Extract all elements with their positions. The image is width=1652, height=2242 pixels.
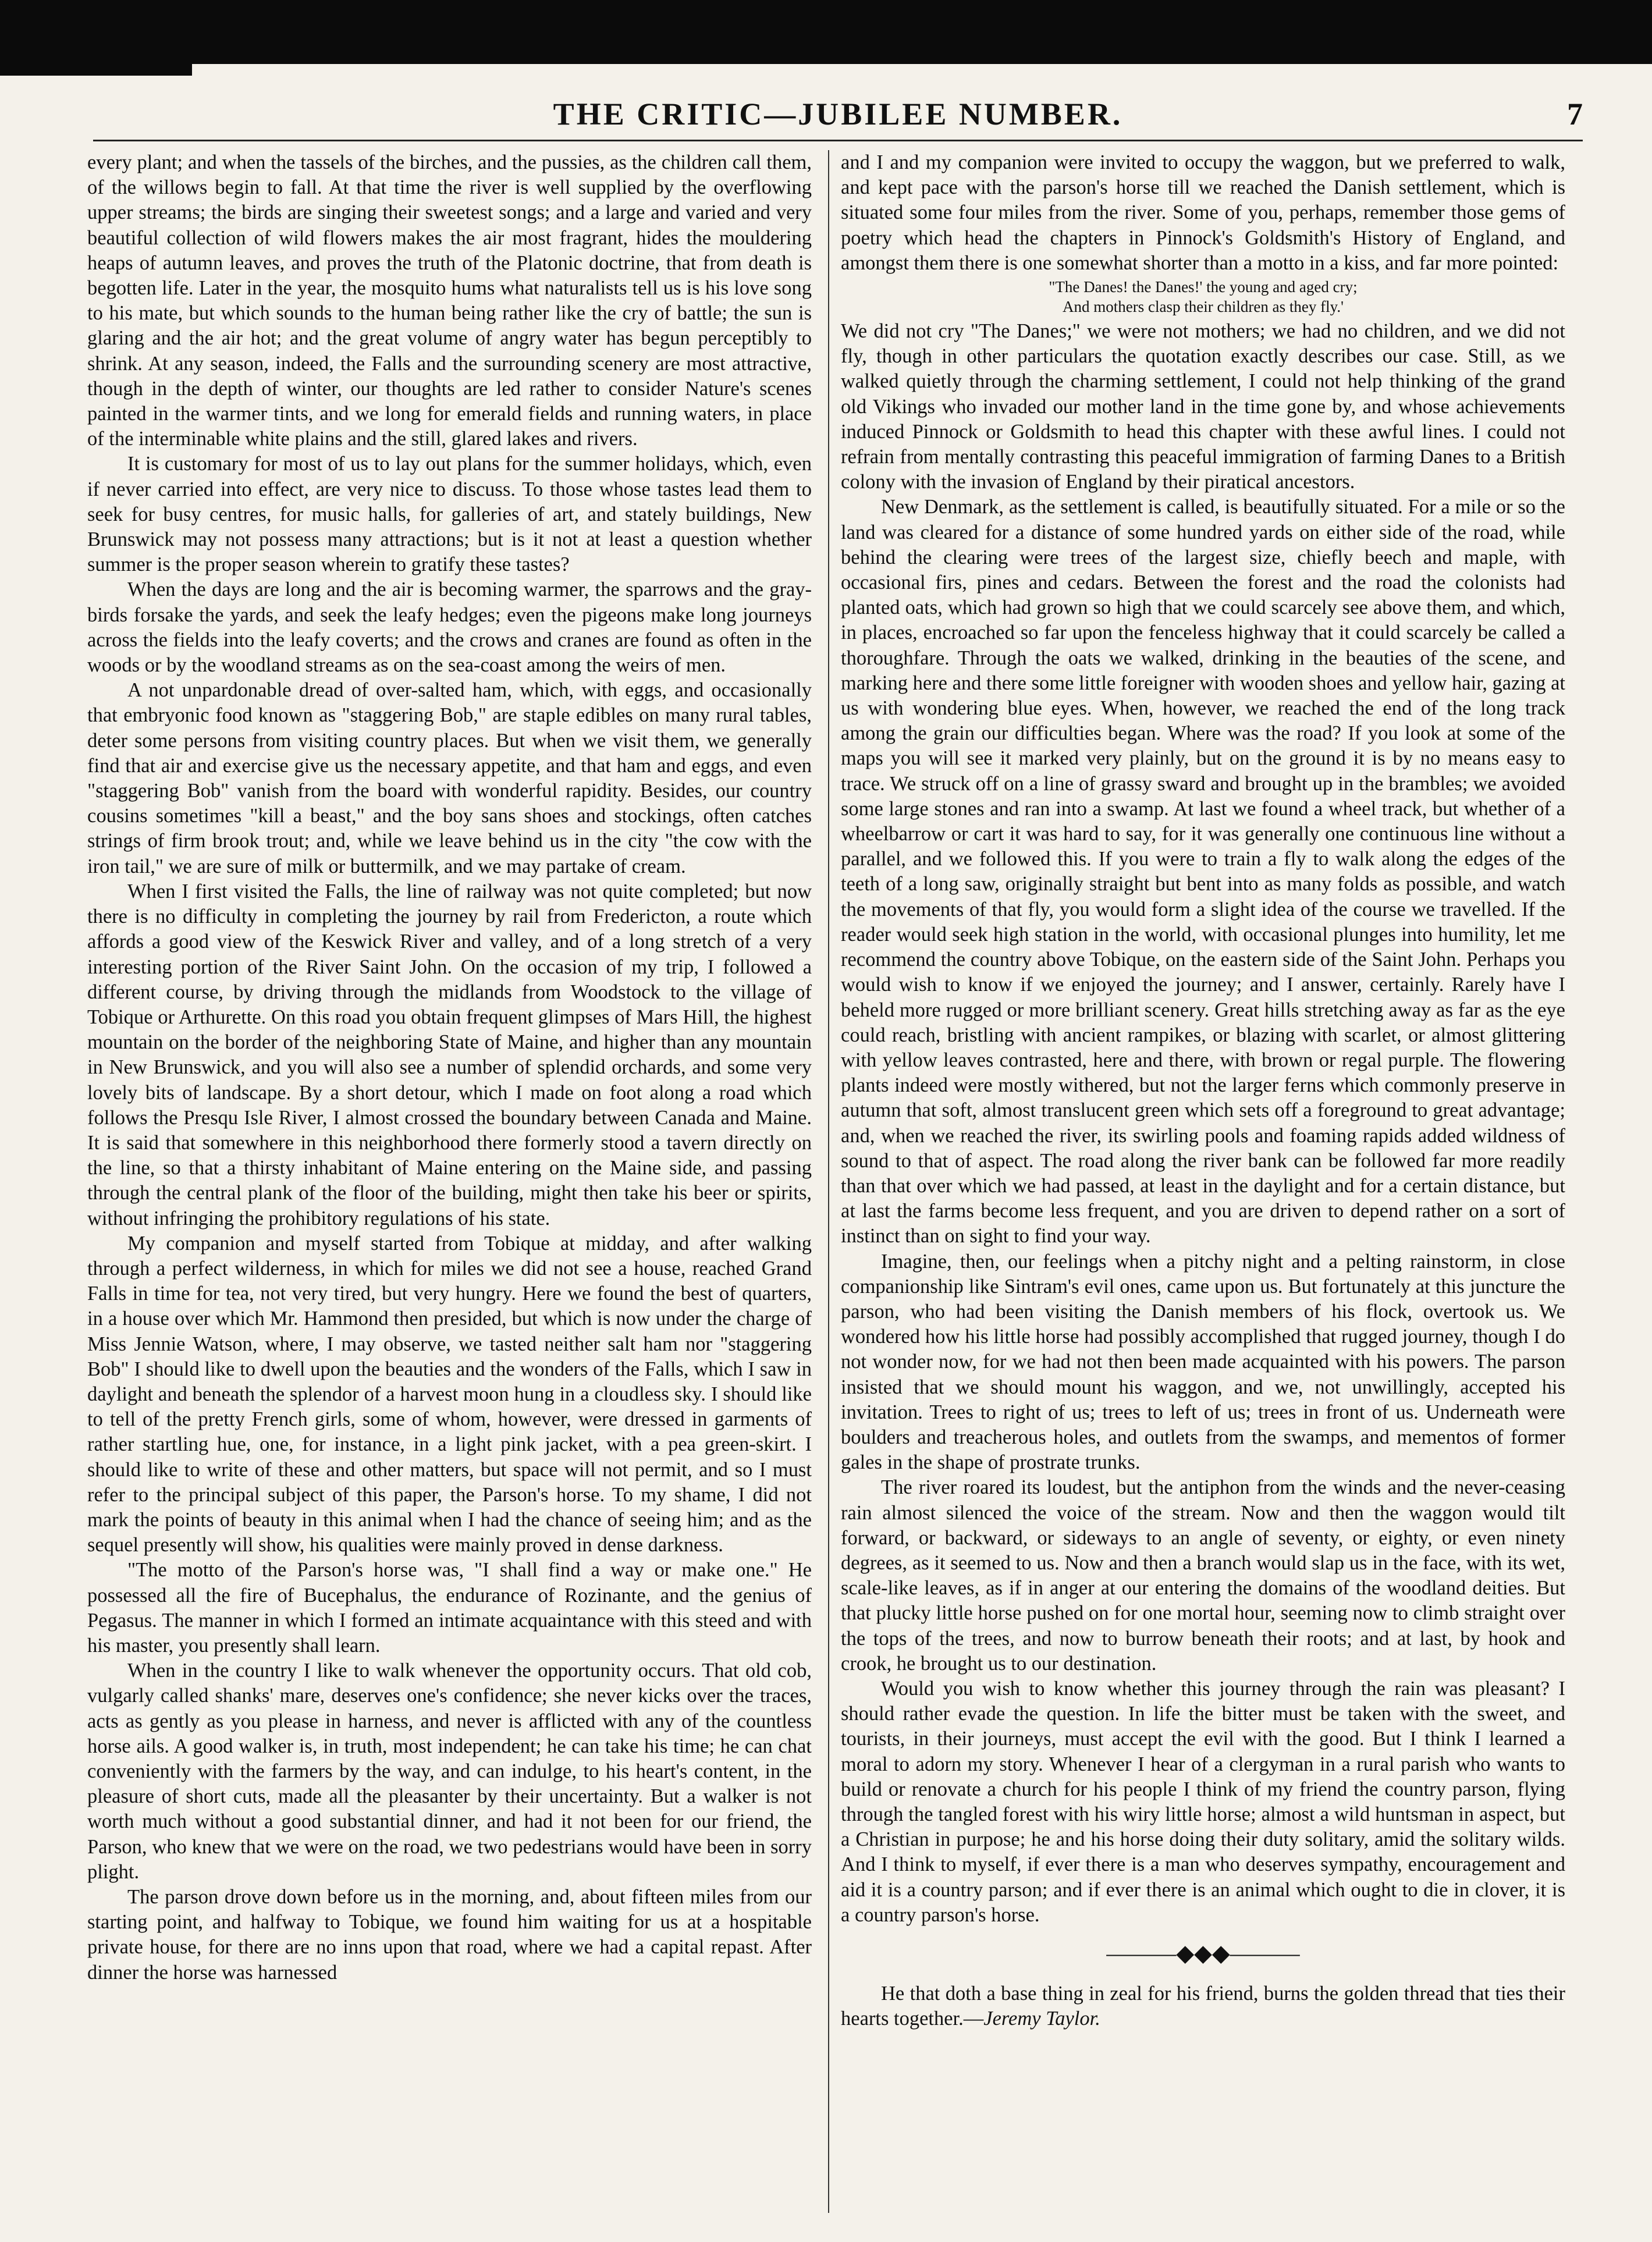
left-column bbox=[87, 150, 812, 2213]
paragraph: My companion and myself started from Tobique at midday, and after walking through a perfect wilderness, in which for miles we did not see a house, reached Grand Falls in time for tea, not very tired, but very hungry. Here we found the best of quarters, in a house over which Mr. Hammond then presided, but which is now under the charge of Miss Jennie Watson, where, I may observe, we tasted neither salt ham nor "staggering Bob" I should like to dwell upon the beauties and the wonders of the Falls, which I saw in daylight and beneath the splendor of a harvest moon hung in a cloudless sky. I should like to tell of the pretty French girls, some of whom, however, were dressed in garments of rather startling hue, one, for instance, in a light pink jacket, with a pea green-skirt. I should like to write of these and other matters, but space will not permit, and so I must refer to the principal subject of this paper, the Parson's horse. To my shame, I did not mark the points of beauty in this animal when I had the chance of seeing him; and as the sequel presently will show, his qualities were mainly proved in dense darkness. bbox=[87, 1232, 812, 1557]
paragraph: It is customary for most of us to lay out plans for the summer holidays, which, even if never carried into effect, are very nice to discuss. To those whose tastes lead them to seek for busy centres, for music halls, for galleries of art, and stately buildings, New Brunswick may not possess many attractions; but is it not at least a question whether summer is the proper season wherein to gratify these tastes? bbox=[87, 453, 812, 576]
paragraph: We did not cry "The Danes;" we were not mothers; we had no children, and we did not fly, though in other particulars the quotation exactly describes our case. Still, as we walked quietly through the charming settlement, I could not help thinking of the grand old Vikings who invaded our mother land in the time gone by, and whose achievements induced Pinnock or Goldsmith to head this chapter with these awful lines. I could not refrain from mentally contrasting this peaceful immigration of farming Danes to a British colony with the invasion of England by their piratical ancestors. bbox=[841, 320, 1565, 493]
closing-quote bbox=[841, 1981, 1565, 2031]
page-number: 7 bbox=[1567, 97, 1583, 132]
right-column bbox=[841, 150, 1565, 2213]
paragraph: When I first visited the Falls, the line of railway was not quite completed; but now there is no difficulty in completing the journey by rail from Fredericton, a route which affords a good view of the Keswick River and valley, and of a long stretch of a very interesting portion of the River Saint John. On the occasion of my trip, I followed a different course, by driving through the midlands from Woodstock to the village of Tobique or Arthurette. On this road you obtain frequent glimpses of Mars Hill, the highest mountain on the border of the neighboring State of Maine, and higher than any mountain in New Brunswick, and you will also see a number of splendid orchards, and some very lovely bits of landscape. By a short detour, which I made on foot along a road which follows the Presqu Isle River, I almost crossed the boundary between Canada and Maine. It is said that somewhere in this neighborhood there formerly stood a tavern directly on the line, so that a thirsty inhabitant of Maine entering on the Maine side, and passing through the central plank of the floor of the building, might then take his beer or spirits, without infringing the prohibitory regulations of his state. bbox=[87, 880, 812, 1230]
paragraph: Would you wish to know whether this journey through the rain was pleasant? I should rather evade the question. In life the bitter must be taken with the sweet, and tourists, in their journeys, must accept the evil with the good. But I think I learned a moral to adorn my story. Whenever I hear of a clergyman in a rural parish who wants to build or renovate a church for his people I think of my friend the country parson, flying through the tangled forest with his wiry little horse; almost a wild huntsman in aspect, but a Christian in purpose; he and his horse doing their duty solitary, amid the solitary wilds. And I think to myself, if ever there is a man who deserves sympathy, encouragement and aid it is a country parson; and if ever there is an animal which ought to die in clover, it is a country parson's horse. bbox=[841, 1677, 1565, 1926]
paragraph: New Denmark, as the settlement is called, is beautifully situated. For a mile or so the land was cleared for a distance of some hundred yards on either side of the road, while behind the clearing were trees of the largest size, chiefly beech and maple, with occasional firs, pines and cedars. Between the forest and the road the colonists had planted oats, which had grown so high that we could scarcely see above them, and which, in places, encroached so far upon the fenceless highway that it could scarcely be called a thoroughfare. Through the oats we walked, drinking in the beauties of the scene, and marking here and there some little foreigner with wooden shoes and yellow hair, gazing at us with wondering blue eyes. When, however, we reached the end of the long track among the grain our difficulties began. Where was the road? If you look at some of the maps you will see it marked very plainly, but on the ground it is by no means easy to trace. We struck off on a line of grassy sward and brought up in the brambles; we avoided some large stones and ran into a swamp. At last we found a wheel track, but whether of a wheelbarrow or cart it was hard to say, for it was generally one continuous line without a parallel, and we followed this. If you were to train a fly to walk along the edges of the teeth of a long saw, originally straight but bent into as many folds as possible, and watch the movements of that fly, you would form a slight idea of the course we travelled. If the reader would seek high station in the world, with occasional plunges into humility, let me recommend the country above Tobique, on the eastern side of the Saint John. Perhaps you would wish to know if we enjoyed the journey; and I answer, certainly. Rarely have I beheld more rugged or more brilliant scenery. Great hills stretching away as far as the eye could reach, bristling with ancient rampikes, or blazing with scarlet, or almost glittering with yellow leaves contrasted, here and there, with brown or regal purple. The flowering plants indeed were mostly withered, but not the larger ferns which commonly preserve in autumn that soft, almost translucent green which sets off a foreground to great advantage; and, when we reached the river, its swirling pools and foaming rapids added wildness of sound to that of aspect. The road along the river bank can be followed far more readily than that over which we had passed, at least in the daylight and for a certain distance, but at last the farms become less frequent, and you are driven to depend rather on a sort of instinct than on sight to find your way. bbox=[841, 496, 1565, 1248]
quote-author: Jeremy Taylor. bbox=[983, 2008, 1100, 2030]
paragraph: "The motto of the Parson's horse was, "I shall find a way or make one." He possessed all the fire of Bucephalus, the endurance of Rozinante, and the genius of Pegasus. The manner in which I formed an intimate acquaintance with this steed and with his master, you presently shall learn. bbox=[87, 1559, 812, 1657]
paragraph: The river roared its loudest, but the antiphon from the winds and the never-ceasing rain almost silenced the voice of the stream. Now and then the waggon would tilt forward, or backward, or sideways to an angle of seventy, or eighty, or even ninety degrees, as it seemed to us. Now and then a branch would slap us in the face, with its wet, scale-like leaves, as if in anger at our entering the domains of the woodland deities. But that plucky little horse pushed on for one mortal hour, seeming now to climb straight over the tops of the trees, and now to burrow beneath their roots; and at last, by hook and crook, he brought us to our destination. bbox=[841, 1476, 1565, 1675]
header-rule bbox=[93, 140, 1583, 141]
top-scan-band bbox=[0, 0, 1652, 64]
paragraph: When in the country I like to walk whenever the opportunity occurs. That old cob, vulgarly called shanks' mare, deserves one's confidence; she never kicks over the traces, acts as gently as you please in harness, and never is afflicted with any of the countless horse ails. A good walker is, in truth, most independent; he can take his time; he can chat conveniently with the farmers by the way, and can indulge, to his heart's content, in the pleasure of short cuts, made all the pleasanter by their uncertainty. But a walker is not worth much without a good substantial dinner, and had it not been for our friend, the Parson, who knew that we were on the road, we two pedestrians would have been in sorry plight. bbox=[87, 1660, 812, 1883]
verse-line: "The Danes! the Danes!' the young and aged cry; bbox=[1049, 278, 1358, 296]
page-header bbox=[93, 96, 1583, 143]
quote-text: He that doth a base thing in zeal for his friend, burns the golden thread that ties their hearts together.— bbox=[841, 1982, 1565, 2030]
verse-quote bbox=[841, 277, 1565, 317]
running-title: THE CRITIC—JUBILEE NUMBER. bbox=[553, 97, 1123, 132]
paragraph: A not unpardonable dread of over-salted ham, which, with eggs, and occasionally that embryonic food known as "staggering Bob," are staple edibles on many rural tables, deter some persons from visiting country places. But when we visit them, we generally find that air and exercise give us the necessary appetite, and that ham and eggs, and even "staggering Bob" vanish from the board with wonderful rapidity. Besides, our country cousins sometimes "kill a beast," and the boy sans shoes and stockings, often catches strings of firm brook trout; and, while we leave behind us in the city "the cow with the iron tail," we are sure of milk or buttermilk, and we may partake of cream. bbox=[87, 679, 812, 877]
column-divider bbox=[828, 150, 829, 2213]
ornament-divider: ———◆◆◆——— bbox=[1106, 1940, 1300, 1967]
paragraph: The parson drove down before us in the morning, and, about fifteen miles from our starting point, and halfway to Tobique, we found him waiting for us at a hospitable private house, for there are no inns upon that road, where we had a capital repast. After dinner the horse was harnessed bbox=[87, 1886, 812, 1984]
paragraph: and I and my companion were invited to occupy the waggon, but we preferred to walk, and kept pace with the parson's horse till we reached the Danish settlement, which is situated some four miles from the river. Some of you, perhaps, remember those gems of poetry which head the chapters in Pinnock's Goldsmith's History of England, and amongst them there is one somewhat shorter than a motto in a kiss, and far more pointed: bbox=[841, 151, 1565, 274]
verse-line: And mothers clasp their children as they fly.' bbox=[1063, 298, 1344, 316]
paragraph: Imagine, then, our feelings when a pitchy night and a pelting rainstorm, in close companionship like Sintram's evil ones, came upon us. But fortunately at this juncture the parson, who had been visiting the Danish members of his flock, overtook us. We wondered how his little horse had possibly accomplished that rugged journey, though I do not wonder now, for we had not then been made acquainted with his powers. The parson insisted that we should mount his waggon, and we, not unwillingly, accepted his invitation. Trees to right of us; trees to left of us; trees in front of us. Underneath were boulders and treacherous holes, and outlets from the swamps, and mementos of former gales in the shape of prostrate trunks. bbox=[841, 1250, 1565, 1474]
paragraph: When the days are long and the air is becoming warmer, the sparrows and the gray-birds forsake the yards, and seek the leafy hedges; even the pigeons make long journeys across the fields into the leafy coverts; and the crows and cranes are found as often in the woods or by the woodland streams as on the sea-coast among the weirs of men. bbox=[87, 578, 812, 677]
paragraph: every plant; and when the tassels of the birches, and the pussies, as the children call them, of the willows begin to fall. At that time the river is well supplied by the overflowing upper streams; the birds are singing their sweetest songs; and a large and varied and very beautiful collection of wild flowers makes the air most fragrant, hides the mouldering heaps of autumn leaves, and proves the truth of the Platonic doctrine, that from death is begotten life. Later in the year, the mosquito hums what naturalists tell us is his love song to his mate, but which sounds to the human being rather like the cry of battle; the sun is glaring and the air hot; and the great volume of angry water has begun perceptibly to shrink. At any season, indeed, the Falls and the surrounding scenery are most attractive, though in the depth of winter, our thoughts are led rather to consider Nature's scenes painted in the warmer tints, and we long for emerald fields and running waters, in place of the interminable white plains and the still, glared lakes and rivers. bbox=[87, 151, 812, 450]
top-scan-band-notch bbox=[0, 41, 192, 76]
